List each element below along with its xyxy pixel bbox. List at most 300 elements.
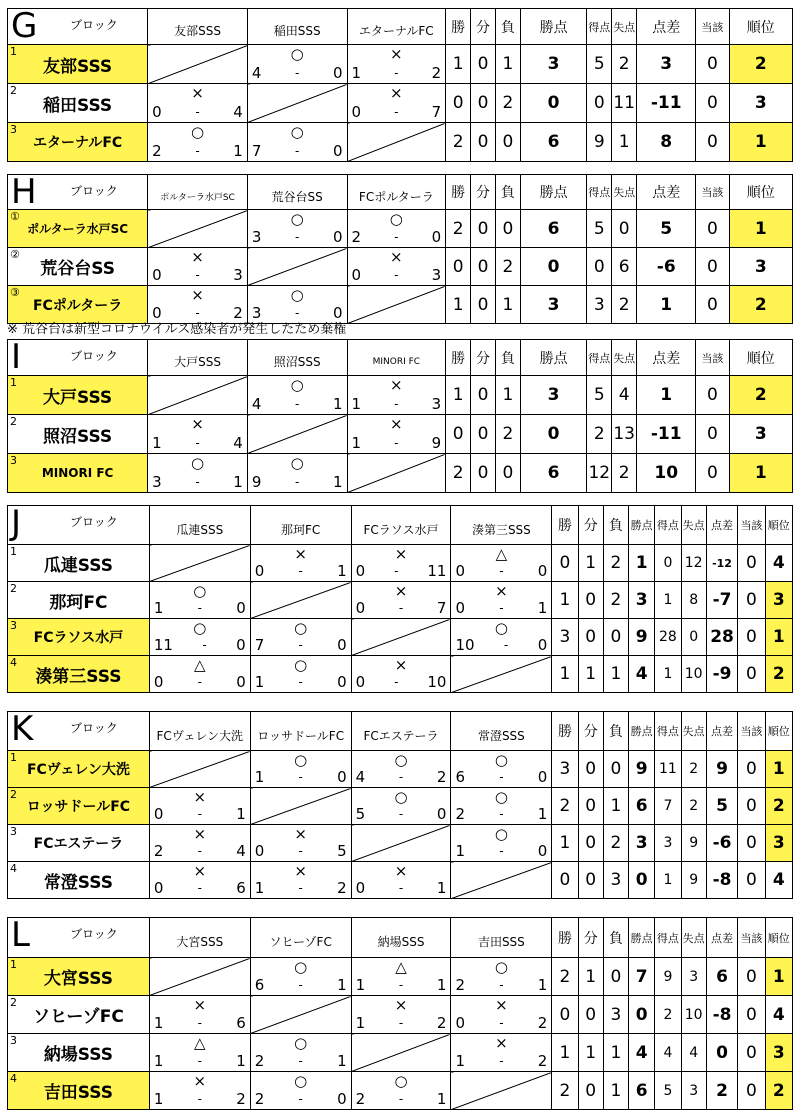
points-cell: 6 [629,1072,655,1110]
result-symbol: ○ [290,123,304,141]
goal-diff-cell: -6 [706,825,738,862]
match-result-cell [351,1072,451,1110]
losses-cell: 3 [603,862,628,899]
score-dash: - [195,105,200,119]
rank-cell: 2 [765,788,792,825]
losses-cell: 2 [603,545,628,582]
wins-cell: 1 [552,825,578,862]
score-for: 0 [254,842,265,860]
head-to-head-cell: 0 [696,415,729,454]
head-to-head-cell: 0 [738,1072,765,1110]
match-result-cell [451,825,552,862]
team-number: 4 [10,656,17,669]
score-against: 3 [431,395,442,413]
score-for: 4 [355,768,366,786]
score [154,1052,246,1070]
score-for: 1 [455,842,465,860]
stat-header: 勝点 [629,712,655,751]
score-for: 5 [355,805,366,823]
losses-cell: 3 [603,996,628,1034]
score-against: 1 [332,473,343,491]
score-for: 1 [351,395,362,413]
team-name: FCエステーラ [33,836,124,852]
result-symbol: × [294,825,307,843]
stat-header: 分 [471,175,496,210]
score [255,768,347,786]
score-dash: - [398,978,404,992]
self-match-cell [351,825,451,862]
score-dash: - [298,675,303,689]
match-result-cell [351,958,451,996]
team-row [8,545,793,582]
score-dash: - [394,675,399,689]
self-match-cell [149,545,250,582]
team-name: エターナルFC [33,135,123,151]
opponent-header: 大宮SSS [149,918,250,958]
losses-cell: 1 [495,45,520,84]
score-dash: - [394,230,399,244]
result-symbol: × [390,45,403,63]
score-dash: - [197,807,202,821]
match-result-cell [347,210,446,248]
stat-header: 勝 [552,918,578,958]
goal-diff-cell: -7 [706,582,738,619]
losses-cell: 2 [603,825,628,862]
result-symbol: ○ [494,958,508,976]
score-dash: - [503,638,509,652]
score-for: 3 [251,228,262,246]
score [252,395,343,413]
score-for: 4 [251,395,262,413]
score [352,266,442,284]
self-match-cell [247,248,347,286]
losses-cell: 0 [495,123,520,162]
score [154,805,246,823]
points-cell: 3 [520,376,586,415]
draws-cell: 0 [471,376,496,415]
match-result-cell [250,958,351,996]
score-for: 0 [351,103,362,121]
result-symbol: △ [495,545,508,563]
stat-header: 分 [471,9,496,45]
self-match-cell [247,84,347,123]
score-against: 1 [537,805,548,823]
team-name: 大宮SSS [43,969,114,989]
wins-cell: 2 [552,788,578,825]
goals-against-cell: 2 [612,286,637,324]
score-dash: - [295,144,300,158]
goals-for-cell: 4 [655,1034,681,1072]
block-label: ブロック [70,515,118,529]
match-result-cell [351,545,451,582]
opponent-header: 吉田SSS [451,918,552,958]
draws-cell: 0 [578,1072,603,1110]
stat-header: 失点 [612,9,637,45]
match-result-cell [247,123,347,162]
losses-cell: 2 [603,582,628,619]
score [152,266,243,284]
score [455,805,547,823]
score-dash: - [398,1016,404,1030]
score [352,64,442,82]
goals-against-cell: 2 [612,45,637,84]
score-against: 2 [337,879,347,897]
opponent-header: 大戸SSS [148,340,248,376]
match-result-cell [148,415,248,454]
team-number: 4 [10,1072,17,1085]
goals-against-cell: 10 [681,996,706,1034]
score-for: 6 [455,768,465,786]
score [352,434,442,452]
points-cell: 9 [629,619,655,656]
result-symbol: ○ [290,286,304,304]
self-match-cell [148,45,248,84]
score-for: 4 [251,64,262,82]
goals-against-cell: 1 [612,123,637,162]
team-name-cell [8,123,148,162]
block-label: ブロック [70,18,118,32]
score [152,473,243,491]
match-result-cell [347,84,446,123]
team-name-cell [8,996,150,1034]
match-result-cell [148,84,248,123]
opponent-header: 照沼SSS [247,340,347,376]
score-against: 11 [427,562,447,580]
goal-diff-cell: -12 [706,545,738,582]
team-name-cell [8,45,148,84]
self-match-cell [451,656,552,693]
score-dash: - [195,306,200,320]
stat-header: 点差 [637,340,696,376]
team-name: 湊第三SSS [35,666,122,687]
points-cell: 1 [629,545,655,582]
score [356,599,447,617]
draws-cell: 0 [471,248,496,286]
score-for: 7 [251,142,262,160]
score-against: 1 [337,1052,347,1070]
head-to-head-cell: 0 [738,545,765,582]
match-result-cell [247,376,347,415]
self-match-cell [148,376,248,415]
match-result-cell [148,248,248,286]
score-for: 1 [455,1052,465,1070]
score-for: 10 [455,636,475,654]
team-name: 荒谷台SS [40,259,115,279]
score-for: 2 [351,228,362,246]
score [352,228,442,246]
self-match-cell [250,996,351,1034]
goals-against-cell: 2 [612,454,637,493]
team-row [8,1072,793,1110]
wins-cell: 0 [552,996,578,1034]
score-for: 2 [152,142,162,160]
wins-cell: 2 [446,454,471,493]
match-result-cell [250,1034,351,1072]
goals-against-cell: 4 [612,376,637,415]
score-against: 7 [431,103,442,121]
wins-cell: 1 [552,582,578,619]
draws-cell: 0 [578,862,603,899]
wins-cell: 3 [552,751,578,788]
score-against: 2 [436,1014,447,1032]
goals-for-cell: 5 [587,45,612,84]
rank-cell: 4 [765,545,792,582]
result-symbol: × [394,996,408,1014]
team-row [8,415,793,454]
match-result-cell [451,582,552,619]
score-dash: - [298,1054,303,1068]
points-cell: 4 [629,656,655,693]
team-name: FCラソス水戸 [33,630,124,646]
block-header-cell [8,340,148,376]
draws-cell: 1 [578,545,603,582]
team-row [8,45,793,84]
score [352,395,442,413]
score-for: 0 [355,599,366,617]
team-name-cell [8,825,150,862]
stat-header: 点差 [637,9,696,45]
score [455,636,547,654]
stat-header: 勝 [446,340,471,376]
score-for: 3 [251,304,262,322]
stat-header: 失点 [612,340,637,376]
head-to-head-cell: 0 [696,376,729,415]
stat-header: 得点 [655,712,681,751]
match-result-cell [247,45,347,84]
team-row [8,376,793,415]
points-cell: 0 [629,862,655,899]
opponent-header: 納場SSS [351,918,451,958]
head-to-head-cell: 0 [696,286,729,324]
goal-diff-cell: 6 [706,958,738,996]
result-symbol: ○ [394,788,408,806]
opponent-header: ロッサドールFC [250,712,351,751]
self-match-cell [451,1072,552,1110]
head-to-head-cell: 0 [738,582,765,619]
result-symbol: △ [194,656,206,674]
team-number: 1 [10,45,17,58]
wins-cell: 1 [446,45,471,84]
score-against: 9 [431,434,442,452]
self-match-cell [247,415,347,454]
goals-for-cell: 5 [587,210,612,248]
score [455,1052,547,1070]
self-match-cell [347,123,446,162]
block-j-table [7,505,793,693]
block-header-cell [8,506,150,545]
score [356,879,447,897]
team-number: 3 [10,619,17,632]
stat-header: 点差 [637,175,696,210]
score-dash: - [195,475,200,489]
stat-header: 勝点 [629,918,655,958]
team-name-cell [8,958,150,996]
points-cell: 3 [520,45,586,84]
match-result-cell [250,619,351,656]
team-row [8,84,793,123]
team-name-cell [8,619,150,656]
block-header-cell [8,712,150,751]
score-dash: - [295,66,300,80]
team-row [8,582,793,619]
goals-against-cell: 3 [681,1072,706,1110]
match-result-cell [451,958,552,996]
block-label: ブロック [70,721,118,735]
score-for: 2 [254,1052,265,1070]
team-row [8,788,793,825]
stat-header: 勝 [446,9,471,45]
withdrawal-note: ※ 荒谷台は新型コロナウイルス感染者が発生したため棄権 [7,322,347,337]
points-cell: 0 [520,248,586,286]
score-for: 9 [251,473,262,491]
wins-cell: 0 [552,545,578,582]
stat-header: 得点 [587,9,612,45]
score-against: 2 [537,1052,548,1070]
team-name: 那珂FC [49,592,108,613]
losses-cell: 1 [603,1034,628,1072]
block-g-table [7,8,793,162]
score-dash: - [197,1054,202,1068]
losses-cell: 0 [603,958,628,996]
goal-diff-cell: 10 [637,454,696,493]
stat-header: 負 [603,712,628,751]
match-result-cell [148,123,248,162]
score [154,673,246,691]
score-against: 0 [537,842,548,860]
self-match-cell [250,582,351,619]
result-symbol: ○ [290,210,304,228]
points-cell: 3 [629,582,655,619]
result-symbol: × [191,84,204,102]
team-number: 3 [10,825,17,838]
opponent-header: エターナルFC [347,9,446,45]
score-against: 5 [337,842,347,860]
score-for: 0 [152,266,162,284]
score [255,1052,347,1070]
result-symbol: ○ [190,454,205,472]
score-for: 2 [455,805,465,823]
wins-cell: 2 [446,210,471,248]
stat-header: 順位 [765,506,792,545]
stat-header: 勝点 [520,175,586,210]
block-letter: L [11,917,30,955]
team-name: 吉田SSS [43,1083,114,1103]
losses-cell: 0 [495,454,520,493]
score-for: 0 [152,304,162,322]
score-dash: - [394,397,399,411]
team-number: 3 [10,1034,17,1047]
rank-cell: 1 [765,751,792,788]
points-cell: 4 [629,1034,655,1072]
team-number: 3 [10,123,17,136]
draws-cell: 1 [578,958,603,996]
score [255,562,347,580]
stat-header: 分 [578,918,603,958]
block-letter: I [11,339,22,376]
score-dash: - [195,436,200,450]
opponent-header: FCエステーラ [351,712,451,751]
opponent-header: 那珂FC [250,506,351,545]
score-against: 1 [233,142,243,160]
score [152,142,243,160]
opponent-header: 瓜連SSS [149,506,250,545]
result-symbol: ○ [193,582,207,600]
match-result-cell [149,788,250,825]
goals-for-cell: 7 [655,788,681,825]
stat-header: 負 [495,175,520,210]
losses-cell: 0 [603,619,628,656]
result-symbol: × [390,84,403,102]
score-for: 7 [254,636,265,654]
rank-cell: 2 [729,286,792,324]
goals-against-cell: 0 [681,619,706,656]
stat-header: 勝点 [629,506,655,545]
match-result-cell [347,248,446,286]
stat-header: 点差 [706,712,738,751]
score-dash: - [499,564,504,578]
rank-cell: 1 [729,123,792,162]
opponent-header: 友部SSS [148,9,248,45]
draws-cell: 0 [578,996,603,1034]
stat-header: 失点 [612,175,637,210]
losses-cell: 1 [603,788,628,825]
result-symbol: × [390,376,403,394]
score-dash: - [295,230,300,244]
self-match-cell [250,788,351,825]
result-symbol: × [495,1034,508,1052]
draws-cell: 0 [578,619,603,656]
score-for: 1 [152,434,162,452]
score-dash: - [298,638,303,652]
goal-diff-cell: 1 [637,286,696,324]
goals-for-cell: 2 [587,415,612,454]
score [356,1090,447,1108]
score-dash: - [499,601,504,615]
opponent-header: 荒谷台SS [247,175,347,210]
draws-cell: 1 [578,1034,603,1072]
score [455,976,547,994]
score-dash: - [394,436,399,450]
score-for: 0 [455,599,465,617]
score-against: 2 [236,1090,246,1108]
goals-for-cell: 1 [655,656,681,693]
score-dash: - [499,1016,504,1030]
opponent-header: FCラソス水戸 [351,506,451,545]
points-cell: 9 [629,751,655,788]
goals-for-cell: 2 [655,996,681,1034]
stat-header: 順位 [765,712,792,751]
losses-cell: 1 [495,376,520,415]
team-name-cell [8,210,148,248]
result-symbol: × [193,825,207,843]
score-against: 2 [537,1014,548,1032]
score [356,976,447,994]
stat-header: 得点 [587,340,612,376]
team-name-cell [8,415,148,454]
match-result-cell [351,862,451,899]
points-cell: 6 [629,788,655,825]
team-name-cell [8,788,150,825]
points-cell: 6 [520,123,586,162]
wins-cell: 2 [552,1072,578,1110]
match-result-cell [149,825,250,862]
stat-header: 失点 [681,712,706,751]
goals-against-cell: 4 [681,1034,706,1072]
wins-cell: 0 [446,415,471,454]
team-name: 友部SSS [42,56,113,77]
goal-diff-cell: 2 [706,1072,738,1110]
match-result-cell [250,751,351,788]
